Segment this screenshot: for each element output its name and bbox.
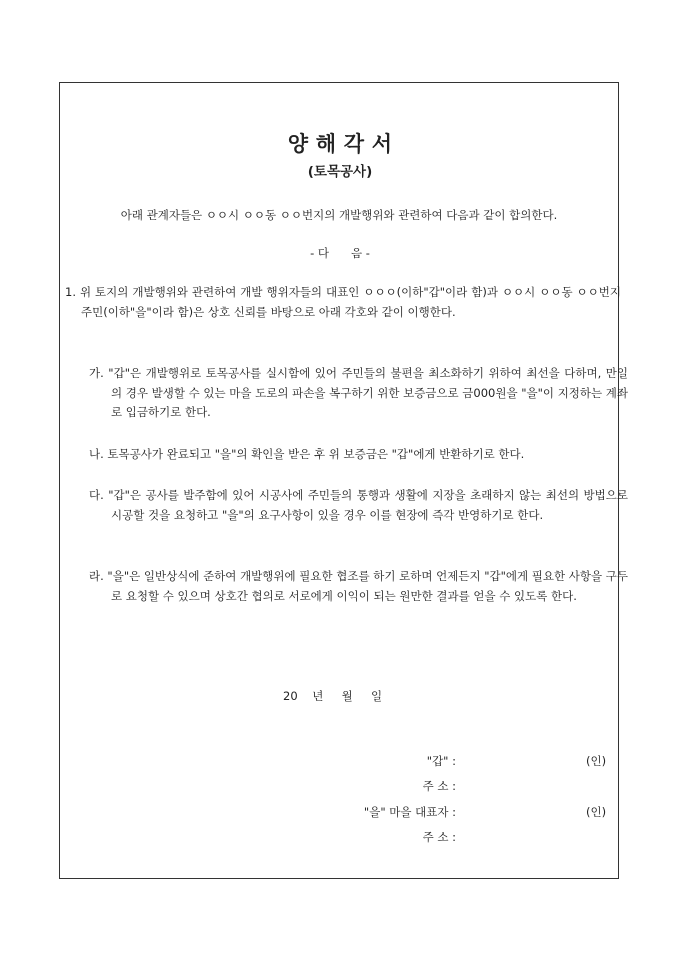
address-label-gap: 주 소 : xyxy=(422,779,456,793)
document-title: 양 해 각 서 xyxy=(287,131,393,156)
sub-clause-da: 다. "갑"은 공사를 발주함에 있어 시공사에 주민들의 통행과 생활에 지장을 초래하지 않는 최선의 방법으로 시공할 것을 요청하고 "을"의 요구사항이 있을 경우 이를 현장에 즉각 반영하기로 한다. xyxy=(89,488,628,522)
sub-clause-ra: 라. "을"은 일반상식에 준하여 개발행위에 필요한 협조를 하기 로하며 언제든지 "갑"에게 필요한 사항을 구두로 요청할 수 있으며 상호간 협의로 서로에게 이익이 되는 원만한 결과를 얻을 수 있도록 한다. xyxy=(89,569,628,603)
signature-seal-gap: (인) xyxy=(586,754,607,768)
sub-clause-na: 나. 토목공사가 완료되고 "을"의 확인을 받은 후 위 보증금은 "갑"에게 반환하기로 한다. xyxy=(89,447,525,461)
date-line: 20 년 월 일 xyxy=(283,689,383,703)
sub-clause-ga: 가. "갑"은 개발행위로 토목공사를 실시함에 있어 주민들의 불편을 최소화하기 위하여 최선을 다하며, 만일의 경우 발생할 수 있는 마을 도로의 파손을 복구하기 위한 보증금으로 금000원을 "을"이 지정하는 계좌로 입금하기로 한다. xyxy=(89,366,628,419)
intro-paragraph: 아래 관계자들은 ㅇㅇ시 ㅇㅇ동 ㅇㅇ번지의 개발행위와 관련하여 다음과 같이 합의한다. xyxy=(120,208,558,222)
section-heading: - 다 음 - xyxy=(310,246,370,260)
signature-label-gap: "갑" : xyxy=(426,754,456,768)
signature-label-eul: "을" 마을 대표자 : xyxy=(363,805,456,819)
clause-1: 1. 위 토지의 개발행위와 관련하여 개발 행위자들의 대표인 ㅇㅇㅇ(이하"갑"이라 함)과 ㅇㅇ시 ㅇㅇ동 ㅇㅇ번지 주민(이하"을"이라 함)은 상호 신뢰를 바탕으로 아래 각호와 같이 이행한다. xyxy=(65,285,621,319)
signature-seal-eul: (인) xyxy=(586,805,607,819)
address-label-eul: 주 소 : xyxy=(422,830,456,844)
document-subtitle: (토목공사) xyxy=(307,164,373,180)
